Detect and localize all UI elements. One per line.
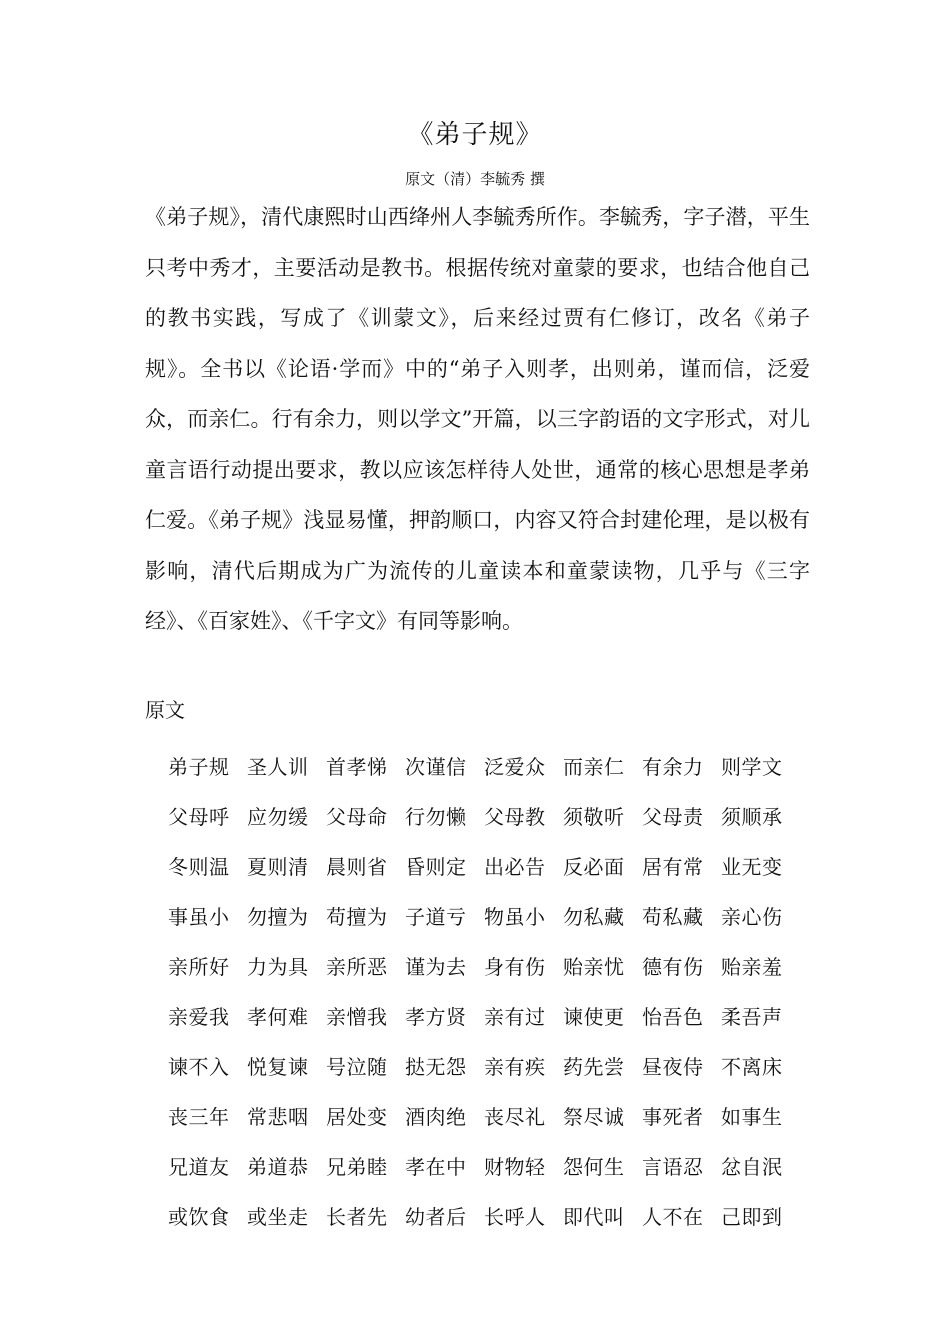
verse-phrase: 则学文	[721, 754, 783, 779]
intro-paragraph	[145, 192, 810, 647]
verse-phrase: 须敬听	[563, 804, 625, 829]
verse-phrase: 冬则温	[168, 854, 230, 879]
section-heading: 原文	[145, 698, 185, 722]
verse-phrase: 物虽小	[484, 904, 546, 929]
verse-phrase: 亲有疾	[484, 1054, 546, 1079]
verse-phrase: 晨则省	[326, 854, 388, 879]
verse-phrase: 兄道友	[168, 1154, 230, 1179]
verse-phrase: 贻亲羞	[721, 954, 783, 979]
verse-phrase: 夏则清	[247, 854, 309, 879]
verse-phrase: 谨为去	[405, 954, 467, 979]
verse-phrase: 如事生	[721, 1104, 783, 1129]
verse-phrase: 不离床	[721, 1054, 783, 1079]
verse-phrase: 贻亲忧	[563, 954, 625, 979]
verse-phrase: 孝在中	[405, 1154, 467, 1179]
verse-row	[168, 940, 818, 990]
verse-row	[168, 1090, 818, 1140]
verse-phrase: 事虽小	[168, 904, 230, 929]
verse-phrase: 而亲仁	[563, 754, 625, 779]
verse-phrase: 父母呼	[168, 804, 230, 829]
verse-phrase: 谏不入	[168, 1054, 230, 1079]
verse-phrase: 身有伤	[484, 954, 546, 979]
verse-phrase: 长者先	[326, 1204, 388, 1229]
verse-phrase: 人不在	[642, 1204, 704, 1229]
verse-phrase: 言语忍	[642, 1154, 704, 1179]
verse-phrase: 亲憎我	[326, 1004, 388, 1029]
verse-phrase: 德有伤	[642, 954, 704, 979]
verse-row	[168, 1140, 818, 1190]
verse-phrase: 首孝悌	[326, 754, 388, 779]
verse-phrase: 勿私藏	[563, 904, 625, 929]
verse-phrase: 子道亏	[405, 904, 467, 929]
document-title: 《弟子规》	[407, 120, 543, 150]
verse-phrase: 须顺承	[721, 804, 783, 829]
verse-row	[168, 840, 818, 890]
verse-phrase: 力为具	[247, 954, 309, 979]
verse-phrase: 行勿懒	[405, 804, 467, 829]
verse-phrase: 亲爱我	[168, 1004, 230, 1029]
verse-phrase: 亲有过	[484, 1004, 546, 1029]
verse-row	[168, 1040, 818, 1090]
verse-row	[168, 790, 818, 840]
verse-phrase: 父母命	[326, 804, 388, 829]
verse-phrase: 悦复谏	[247, 1054, 309, 1079]
verse-phrase: 号泣随	[326, 1054, 388, 1079]
verse-phrase: 事死者	[642, 1104, 704, 1129]
verse-phrase: 弟道恭	[247, 1154, 309, 1179]
verse-phrase: 挞无怨	[405, 1054, 467, 1079]
verse-phrase: 苟私藏	[642, 904, 704, 929]
verse-phrase: 孝何难	[247, 1004, 309, 1029]
verse-phrase: 业无变	[721, 854, 783, 879]
verse-phrase: 有余力	[642, 754, 704, 779]
verse-phrase: 亲心伤	[721, 904, 783, 929]
verse-phrase: 怡吾色	[642, 1004, 704, 1029]
verse-phrase: 祭尽诚	[563, 1104, 625, 1129]
verse-phrase: 幼者后	[405, 1204, 467, 1229]
verse-phrase: 泛爱众	[484, 754, 546, 779]
verse-phrase: 丧尽礼	[484, 1104, 546, 1129]
verse-phrase: 兄弟睦	[326, 1154, 388, 1179]
verse-phrase: 丧三年	[168, 1104, 230, 1129]
verse-phrase: 药先尝	[563, 1054, 625, 1079]
verse-phrase: 反必面	[563, 854, 625, 879]
verse-phrase: 应勿缓	[247, 804, 309, 829]
verse-phrase: 怨何生	[563, 1154, 625, 1179]
verse-phrase: 财物轻	[484, 1154, 546, 1179]
verse-phrase: 亲所好	[168, 954, 230, 979]
verse-row	[168, 890, 818, 940]
verse-phrase: 己即到	[721, 1204, 783, 1229]
verse-phrase: 谏使更	[563, 1004, 625, 1029]
verse-phrase: 亲所恶	[326, 954, 388, 979]
verse-phrase: 次谨信	[405, 754, 467, 779]
verse-phrase: 即代叫	[563, 1204, 625, 1229]
intro-text: 《弟子规》，清代康熙时山西绛州人李毓秀所作。李毓秀，字子潜，平生只考中秀才，主要活动是教书。根据传统对童蒙的要求，也结合他自己的教书实践，写成了《训蒙文》，后来经过贾有仁修订，改名《弟子规》。全书以《论语·学而》中的“弟子入则孝，出则弟，谨而信，泛爱众，而亲仁。行有余力，则以学文”开篇，以三字韵语的文字形式，对儿童言语行动提出要求，教以应该怎样待人处世，通常的核心思想是孝弟仁爱。《弟子规》浅显易懂，押韵顺口，内容又符合封建伦理，是以极有影响，清代后期成为广为流传的儿童读本和童蒙读物，几乎与《三字经》、《百家姓》、《千字文》有同等影响。	[145, 205, 810, 633]
verse-phrase: 酒肉绝	[405, 1104, 467, 1129]
verse-phrase: 常悲咽	[247, 1104, 309, 1129]
verse-row	[168, 740, 818, 790]
verse-phrase: 柔吾声	[721, 1004, 783, 1029]
verse-phrase: 弟子规	[168, 754, 230, 779]
verse-phrase: 或饮食	[168, 1204, 230, 1229]
verse-block	[168, 740, 818, 1240]
verse-phrase: 苟擅为	[326, 904, 388, 929]
verse-phrase: 忿自泯	[721, 1154, 783, 1179]
verse-phrase: 父母教	[484, 804, 546, 829]
verse-phrase: 居有常	[642, 854, 704, 879]
verse-phrase: 或坐走	[247, 1204, 309, 1229]
verse-phrase: 居处变	[326, 1104, 388, 1129]
verse-phrase: 父母责	[642, 804, 704, 829]
verse-phrase: 昏则定	[405, 854, 467, 879]
verse-phrase: 圣人训	[247, 754, 309, 779]
verse-row	[168, 1190, 818, 1240]
verse-phrase: 孝方贤	[405, 1004, 467, 1029]
verse-phrase: 出必告	[484, 854, 546, 879]
verse-phrase: 勿擅为	[247, 904, 309, 929]
verse-phrase: 长呼人	[484, 1204, 546, 1229]
verse-phrase: 昼夜侍	[642, 1054, 704, 1079]
author-line: 原文（清）李毓秀 撰	[405, 170, 545, 188]
verse-row	[168, 990, 818, 1040]
